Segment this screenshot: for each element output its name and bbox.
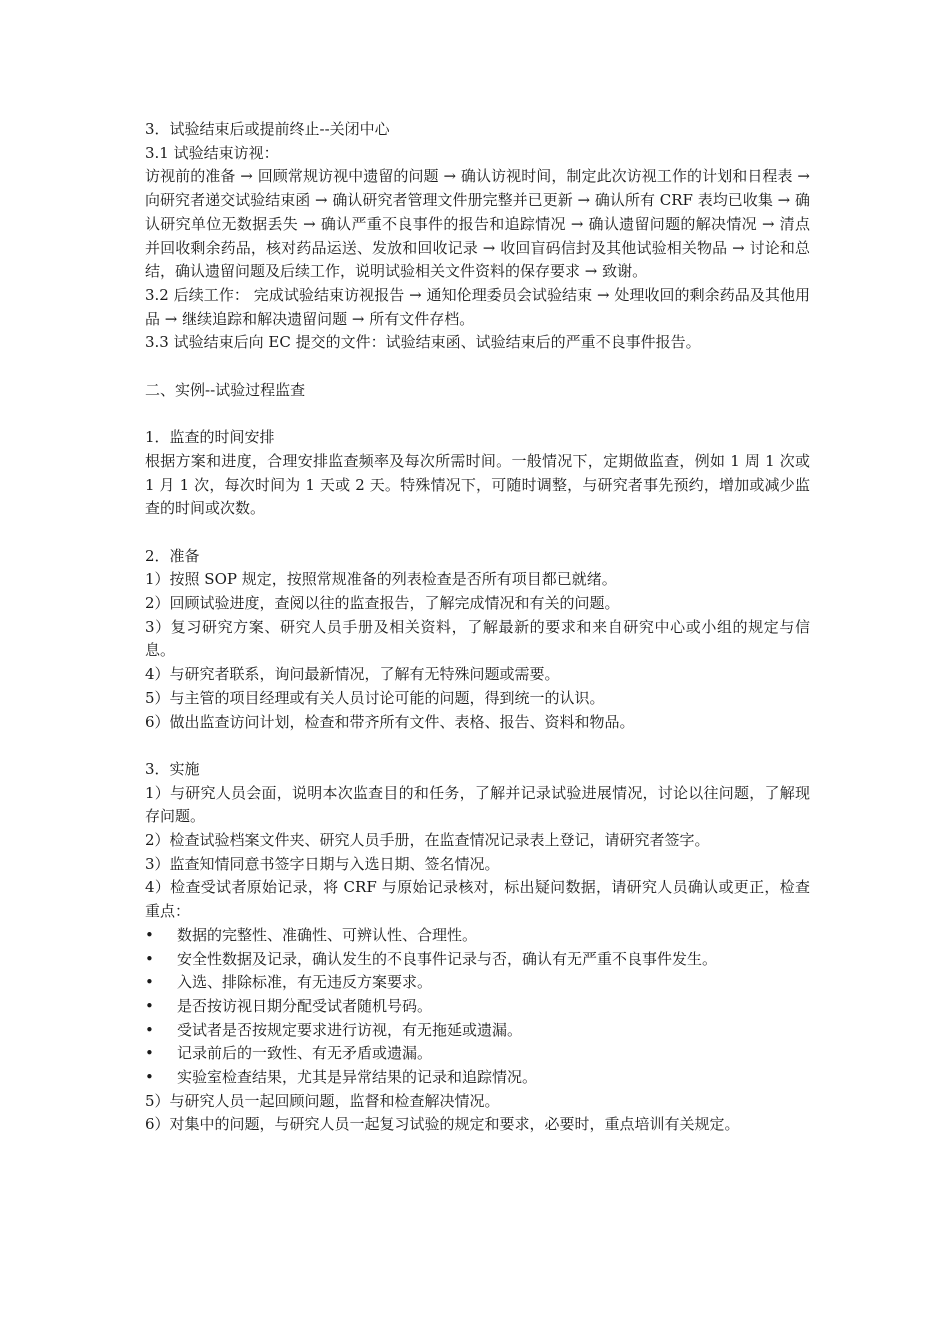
closing-heading: 3．试验结束后或提前终止--关闭中心 [145, 120, 390, 138]
schedule-body: 根据方案和进度，合理安排监查频率及每次所需时间。一般情况下，定期做监查，例如 1 周 1 次或 1 月 1 次，每次时间为 1 天或 2 天。特殊情况下，可随时调整，与研究者事先预约，增加或减少监查的时间或次数。 [145, 451, 810, 518]
prep-item: 4）与研究者联系，询问最新情况，了解有无特殊问题或需要。 [145, 665, 560, 684]
impl-item: 5）与研究人员一起回顾问题，监督和检查解决情况。 [145, 1091, 500, 1110]
bullet-text: 入选、排除标准，有无违反方案要求。 [177, 973, 433, 992]
spacer [145, 734, 810, 758]
impl-heading: 3．实施 [145, 759, 200, 778]
spacer [145, 521, 810, 545]
bullet-dot: • [145, 996, 154, 1015]
bullet-dot: • [145, 925, 154, 944]
prep-heading: 2．准备 [145, 546, 200, 565]
check-bullet [145, 1066, 810, 1090]
prep-item: 1）按照 SOP 规定，按照常规准备的列表检查是否所有项目都已就绪。 [145, 570, 617, 589]
document-page [145, 118, 810, 1137]
bullet-dot: • [145, 1020, 154, 1039]
section-3-1-heading: 3.1 试验结束访视： [145, 143, 279, 162]
prep-item: 3）复习研究方案、研究人员手册及相关资料，了解最新的要求和来自研究中心或小组的规定与信息。 [145, 617, 810, 660]
bullet-text: 安全性数据及记录，确认发生的不良事件记录与否，确认有无严重不良事件发生。 [177, 949, 718, 968]
spacer [145, 402, 810, 426]
bullet-dot: • [145, 1044, 154, 1063]
check-bullet [145, 971, 810, 995]
impl-item: 1）与研究人员会面，说明本次监查目的和任务，了解并记录试验进展情况，讨论以往问题，了解现存问题。 [145, 783, 810, 826]
section-3-3: 3.3 试验结束后向 EC 提交的文件：试验结束函、试验结束后的严重不良事件报告。 [145, 333, 701, 352]
prep-item: 5）与主管的项目经理或有关人员讨论可能的问题，得到统一的认识。 [145, 688, 605, 707]
bullet-dot: • [145, 973, 154, 992]
section-3-2: 3.2 后续工作： 完成试验结束访视报告 → 通知伦理委员会试验结束 → 处理收回的剩余药品及其他用品 → 继续追踪和解决遗留问题 → 所有文件存档。 [145, 285, 810, 328]
section-3-1-body: 访视前的准备 → 回顾常规访视中遗留的问题 → 确认访视时间，制定此次访视工作的计划和日程表 → 向研究者递交试验结束函 → 确认研究者管理文件册完整并已更新 → 确认所有 CRF 表均已收集 → 确认研究单位无数据丢失 → 确认严重不良事件的报告和追踪情况 → 确认遗留问题的解决情况 → 清点并回收剩余药品，核对药品运送、发放和回收记录 → 收回盲码信封及其他试验相关物品 → 讨论和总结，确认遗留问题及后续工作，说明试验相关文件资料的保存要求 → 致谢。 [145, 167, 810, 281]
bullet-text: 受试者是否按规定要求进行访视，有无拖延或遗漏。 [177, 1020, 523, 1039]
check-bullet [145, 924, 810, 948]
bullet-dot: • [145, 949, 154, 968]
schedule-heading: 1．监查的时间安排 [145, 428, 275, 447]
impl-item: 3）监查知情同意书签字日期与入选日期、签名情况。 [145, 854, 500, 873]
check-bullet [145, 1042, 810, 1066]
prep-item: 2）回顾试验进度，查阅以往的监查报告，了解完成情况和有关的问题。 [145, 594, 620, 613]
impl-item: 2）检查试验档案文件夹、研究人员手册，在监查情况记录表上登记，请研究者签字。 [145, 831, 710, 850]
prep-item: 6）做出监查访问计划，检查和带齐所有文件、表格、报告、资料和物品。 [145, 712, 635, 731]
bullet-text: 记录前后的一致性、有无矛盾或遗漏。 [177, 1044, 433, 1063]
check-bullet [145, 995, 810, 1019]
bullet-dot: • [145, 1068, 154, 1087]
impl-item: 4）检查受试者原始记录，将 CRF 与原始记录核对，标出疑问数据，请研究人员确认或更正，检查重点： [145, 878, 810, 921]
bullet-text: 数据的完整性、准确性、可辨认性、合理性。 [177, 925, 478, 944]
bullet-text: 是否按访视日期分配受试者随机号码。 [177, 996, 433, 1015]
check-bullet [145, 1019, 810, 1043]
check-bullet [145, 948, 810, 972]
bullet-text: 实验室检查结果，尤其是异常结果的记录和追踪情况。 [177, 1068, 538, 1087]
impl-item: 6）对集中的问题，与研究人员一起复习试验的规定和要求，必要时，重点培训有关规定。 [145, 1115, 740, 1134]
example-title: 二、实例--试验过程监查 [145, 380, 306, 399]
spacer [145, 355, 810, 379]
